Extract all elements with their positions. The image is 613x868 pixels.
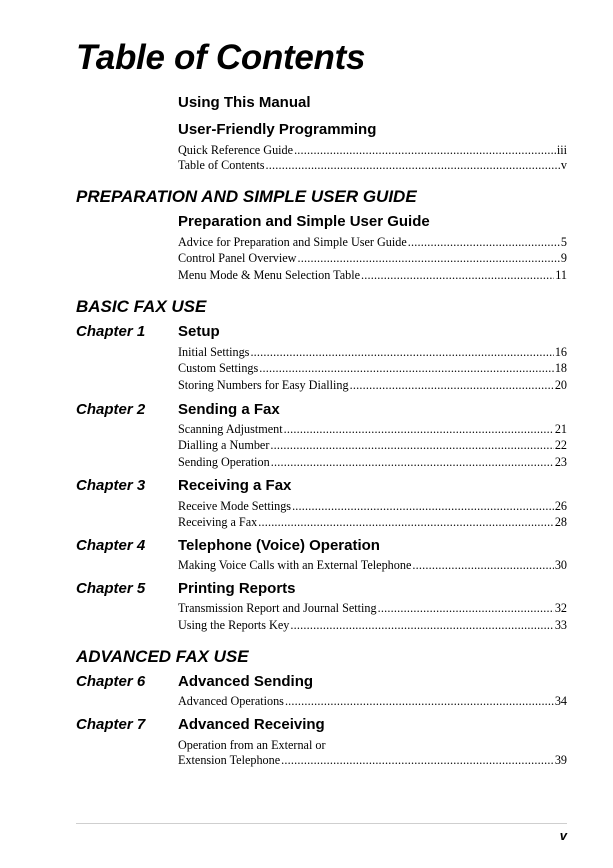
dot-leader — [350, 378, 554, 393]
chapter-label: Chapter 4 — [76, 537, 146, 554]
toc-entry[interactable] — [178, 361, 567, 376]
chapter-label: Chapter 3 — [76, 477, 146, 494]
dot-leader — [271, 455, 554, 470]
toc-entry-title: Advice for Preparation and Simple User Guide — [178, 235, 407, 249]
toc-entry[interactable] — [178, 235, 567, 250]
toc-entry-title: Table of Contents — [178, 158, 265, 172]
toc-entry-title: Menu Mode & Menu Selection Table — [178, 268, 361, 282]
toc-entry-page: 16 — [554, 345, 567, 359]
toc-entry[interactable] — [178, 268, 567, 283]
toc-entry-page: iii — [556, 143, 567, 157]
toc-entry-page: 21 — [554, 422, 567, 436]
toc-entry[interactable] — [178, 499, 567, 514]
section-preparation-guide[interactable]: Preparation and Simple User Guide — [178, 213, 430, 230]
toc-entry[interactable] — [178, 694, 567, 709]
part-heading-preparation: PREPARATION AND SIMPLE USER GUIDE — [76, 187, 417, 206]
toc-entry[interactable] — [178, 143, 567, 158]
dot-leader — [284, 422, 554, 437]
chapter-title[interactable]: Receiving a Fax — [178, 477, 292, 494]
toc-entry-title: Quick Reference Guide — [178, 143, 294, 157]
toc-entry-page: 22 — [554, 438, 567, 452]
toc-entry-title: Control Panel Overview — [178, 251, 297, 265]
toc-entry-title: Storing Numbers for Easy Dialling — [178, 378, 349, 392]
footer-divider — [76, 823, 567, 824]
toc-entry-title: Scanning Adjustment — [178, 422, 283, 436]
dot-leader — [292, 499, 554, 514]
chapter-label: Chapter 2 — [76, 401, 146, 418]
toc-entry[interactable] — [178, 455, 567, 470]
footer-page-number: v — [559, 828, 567, 843]
dot-leader — [290, 618, 553, 633]
toc-entry-page: 23 — [554, 455, 567, 469]
chapter-title[interactable]: Setup — [178, 323, 220, 340]
toc-entry-title: Using the Reports Key — [178, 618, 290, 632]
part-heading-basic-fax-use: BASIC FAX USE — [76, 297, 207, 316]
dot-leader — [297, 251, 559, 266]
toc-entry[interactable] — [178, 378, 567, 393]
page-title: Table of Contents — [76, 38, 366, 77]
toc-entry-page: 34 — [554, 694, 567, 708]
dot-leader — [281, 753, 554, 768]
toc-entry[interactable] — [178, 438, 567, 453]
toc-entry[interactable] — [178, 618, 567, 633]
toc-entry-title: Initial Settings — [178, 345, 250, 359]
toc-entry-title: Advanced Operations — [178, 694, 284, 708]
toc-entry-title: Sending Operation — [178, 455, 270, 469]
dot-leader — [285, 694, 554, 709]
toc-entry[interactable] — [178, 601, 567, 616]
chapter-title[interactable]: Advanced Sending — [178, 673, 314, 690]
dot-leader — [250, 345, 553, 360]
toc-entry-title: Dialling a Number — [178, 438, 270, 452]
toc-entry[interactable] — [178, 558, 567, 573]
dot-leader — [361, 268, 554, 283]
toc-entry-page: 26 — [554, 499, 567, 513]
toc-entry[interactable] — [178, 753, 567, 768]
toc-entry-page: 30 — [554, 558, 567, 572]
chapter-label: Chapter 5 — [76, 580, 146, 597]
toc-entry-title: Receive Mode Settings — [178, 499, 292, 513]
dot-leader — [412, 558, 553, 573]
toc-entry-title: Extension Telephone — [178, 753, 281, 767]
chapter-label: Chapter 7 — [76, 716, 146, 733]
toc-entry-page: 33 — [554, 618, 567, 632]
dot-leader — [378, 601, 554, 616]
toc-entry-page: v — [560, 158, 567, 172]
dot-leader — [270, 438, 553, 453]
dot-leader — [265, 158, 559, 173]
toc-entry-title: Receiving a Fax — [178, 515, 258, 529]
chapter-label: Chapter 6 — [76, 673, 146, 690]
toc-entry[interactable] — [178, 345, 567, 360]
dot-leader — [408, 235, 560, 250]
toc-entry-page: 11 — [555, 268, 567, 282]
toc-entry-page: 20 — [554, 378, 567, 392]
toc-entry-title: Making Voice Calls with an External Telephone — [178, 558, 412, 572]
dot-leader — [258, 515, 554, 530]
dot-leader — [259, 361, 554, 376]
toc-entry[interactable] — [178, 158, 567, 173]
toc-entry-page: 39 — [554, 753, 567, 767]
chapter-title[interactable]: Telephone (Voice) Operation — [178, 537, 380, 554]
section-using-this-manual[interactable]: Using This Manual — [178, 94, 311, 111]
toc-entry-page: 18 — [554, 361, 567, 375]
toc-entry-title-line1: Operation from an External or — [178, 738, 326, 752]
part-heading-advanced-fax-use: ADVANCED FAX USE — [76, 647, 249, 666]
toc-entry-page: 9 — [560, 251, 567, 265]
dot-leader — [294, 143, 556, 158]
toc-entry[interactable] — [178, 515, 567, 530]
toc-entry-page: 5 — [560, 235, 567, 249]
toc-entry-title: Custom Settings — [178, 361, 259, 375]
toc-entry[interactable] — [178, 422, 567, 437]
chapter-title[interactable]: Printing Reports — [178, 580, 296, 597]
toc-entry[interactable] — [178, 251, 567, 266]
section-user-friendly-programming[interactable]: User-Friendly Programming — [178, 121, 377, 138]
chapter-label: Chapter 1 — [76, 323, 146, 340]
toc-entry-title: Transmission Report and Journal Setting — [178, 601, 377, 615]
toc-entry-page: 32 — [554, 601, 567, 615]
chapter-title[interactable]: Sending a Fax — [178, 401, 280, 418]
chapter-title[interactable]: Advanced Receiving — [178, 716, 325, 733]
toc-entry-page: 28 — [554, 515, 567, 529]
